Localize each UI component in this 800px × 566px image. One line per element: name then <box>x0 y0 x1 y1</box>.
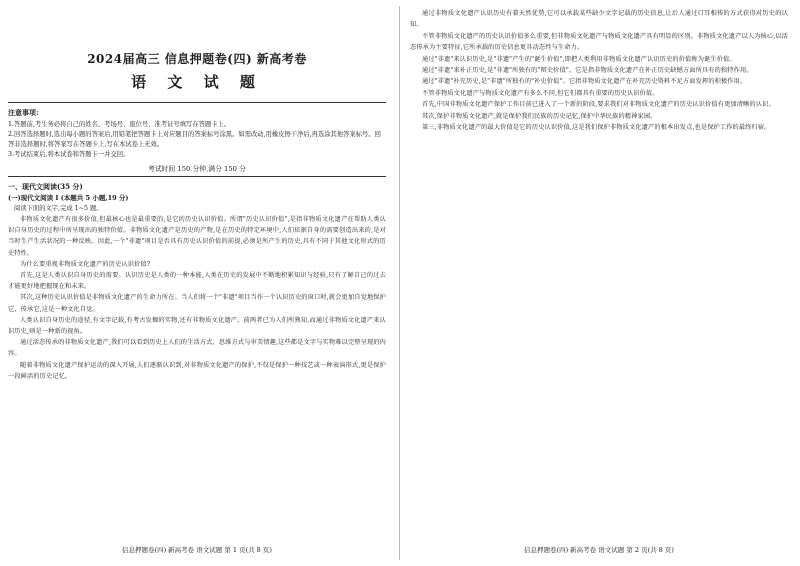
exam-title: 2024届高三 信息押题卷(四) 新高考卷 <box>87 52 307 66</box>
page-footer: 信息押题卷(四) 新高考卷 语文试题 第 1 页(共 8 页) <box>122 546 272 554</box>
body-paragraph: 非物质文化遗产有很多价值,但最核心也是最重要的,是它的历史认识价值。所谓"历史认识价值",是指非物质文化遗产在帮助人类认识自身历史的过程中所呈现出的独特价值。非物质文化遗产是历史的产物,是在历史的特定环境中,人们依据自身的需要创造出来的,是对当时生产生活状况的一种反映。因此,一个"非遗"项目是否具有历史认识价值的前提,必须是所产生的历史,具有不同于其他文化形式的历史特性。 <box>8 216 386 257</box>
left-page <box>8 8 386 558</box>
page-divider <box>399 6 400 560</box>
page-footer: 信息押题卷(四) 新高考卷 语文试题 第 2 页(共 8 页) <box>524 546 674 554</box>
body-paragraph: 第三,非物质文化遗产的最大价值是它的历史认识价值,这是我们保护非物质文化遗产的根本出发点,也是保护工作的最终归宿。 <box>422 124 771 132</box>
body-paragraph: 首先,这是人类认识自身历史的需要。认识历史是人类的一种本能,人类在历史的发展中不断地积累知识与经验,只有了解自己的过去才能更好地把握现在和未来。 <box>8 272 386 291</box>
body-paragraph: 不管非物质文化遗产的历史认识价值多么重要,但非物质文化遗产与物质文化遗产具有明显的区别。非物质文化遗产以人为核心,以活态传承为主要特征,它所承载的历史信息更具动态性与生命力。 <box>410 32 788 52</box>
body-paragraph: 不管非物质文化遗产与物质文化遗产有多么不同,但它们都具有重要的历史认识价值。 <box>422 89 659 97</box>
body-paragraph: 其次,这种历史认识价值是非物质文化遗产的生命力所在。当人们将一个"非遗"项目当作一个认识历史的窗口时,就会更加自觉地保护它、传承它,这是一种文化自觉。 <box>8 294 386 313</box>
body-paragraph: 人类认识自身历史的途径,有文字记载,有考古发掘的实物,还有非物质文化遗产。前两者已为人们所熟知,而通过非物质文化遗产来认识历史,则是一种新的视角。 <box>8 316 386 336</box>
right-page <box>410 8 788 558</box>
body-paragraph: 通过非物质文化遗产认识历史有着天然优势,它可以承载某些缺少文字记载的历史信息,让后人通过口耳相传的方式获得对历史的认知。 <box>410 10 788 29</box>
title-rule <box>8 102 386 103</box>
section-rule <box>8 176 386 177</box>
body-paragraph: 其次,保护非物质文化遗产,就是保护我们民族的历史记忆,保护中华民族的精神家园。 <box>422 112 657 120</box>
notice-item: 3.考试结束后,将本试卷和答题卡一并交回。 <box>8 151 130 158</box>
body-paragraph: 首先,中国非物质文化遗产保护工作目前已进入了一个新的阶段,要求我们对非物质文化遗产的历史认识价值有更加清晰的认识。 <box>422 101 775 109</box>
body-paragraph: 随着非物质文化遗产保护运动的深入开展,人们逐渐认识到,对非物质文化遗产的保护,不仅是保护一种技艺或一种表演形式,更是保护一段鲜活的历史记忆。 <box>8 361 386 380</box>
body-paragraph: 为什么要重视非物质文化遗产的历史认识价值? <box>20 260 151 268</box>
notice-item: 2.回答选择题时,选出每小题的答案后,用铅笔把答题卡上对应题目的答案标号涂黑。如需改动,用橡皮擦干净后,再选涂其他答案标号。回答非选择题时,将答案写在答题卡上,写在本试卷上无效。 <box>8 131 381 148</box>
section-title: 一、现代文阅读(35 分) <box>8 182 83 191</box>
reading-instruction: 阅读下面的文字,完成 1~5 题。 <box>14 205 103 212</box>
body-paragraph: 通过"非遗"来认识历史,是"非遗"产生的"诞生价值",即把人类利用非物质文化遗产认识历史的价值称为诞生价值。 <box>422 55 736 63</box>
notice-item: 1.答题前,考生务必将自己的姓名、考场号、座位号、准考证号填写在答题卡上。 <box>8 121 231 128</box>
body-paragraph: 通过活态传承的非物质文化遗产,我们可以看到历史上人们的生活方式、思维方式与审美情趣,这些都是文字与实物难以完整呈现的内容。 <box>8 339 386 358</box>
subject-title: 语 文 试 题 <box>131 73 263 91</box>
sub-section-title: (一)现代文阅读 I (本题共 5 小题,19 分) <box>8 194 129 202</box>
body-paragraph: 通过"非遗"来补正历史,是"非遗"所独有的"辩史价值"。它是指非物质文化遗产在补正历史缺憾方面所具有的独特作用。 <box>422 67 753 75</box>
body-paragraph: 通过"非遗"补充历史,是"非遗"所独有的"补史价值"。它指非物质文化遗产在补充历史资料不足方面发挥的积极作用。 <box>422 78 747 86</box>
exam-time: 考试时间 150 分钟,满分 150 分 <box>148 165 246 173</box>
notice-heading: 注意事项: <box>8 108 39 117</box>
